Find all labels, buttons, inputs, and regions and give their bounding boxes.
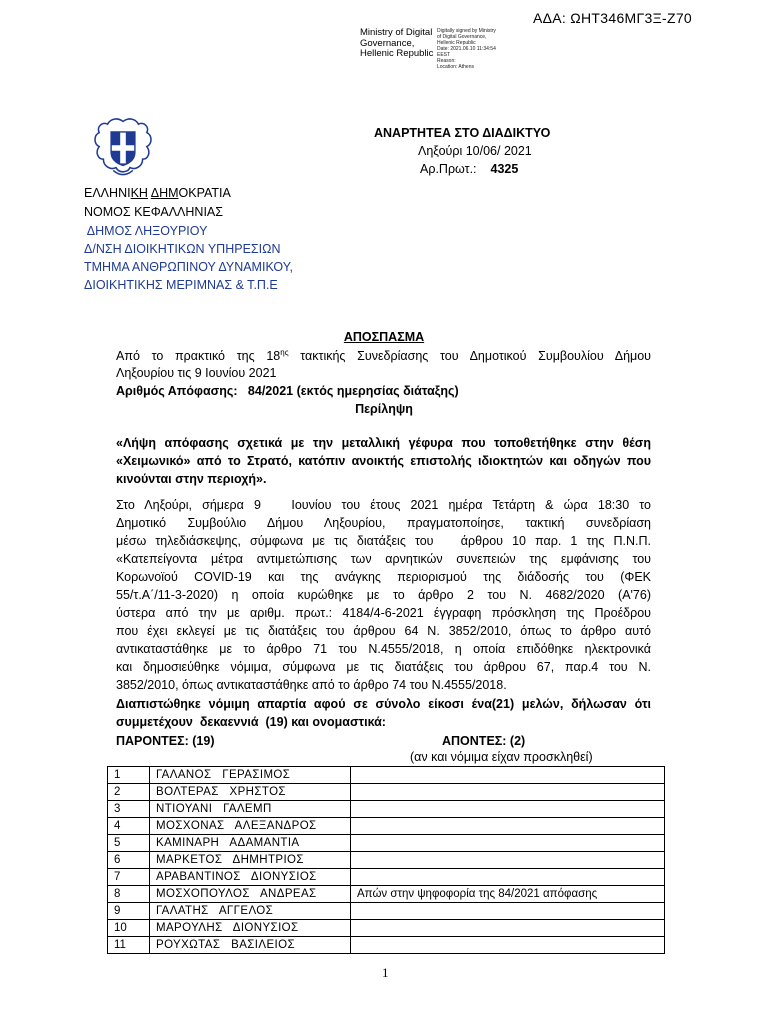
member-name: ΓΑΛΑΝΟΣ ΓΕΡΑΣΙΜΟΣ: [150, 767, 351, 784]
signature-organization: [360, 28, 433, 60]
summary-label: Περίληψη: [355, 402, 413, 416]
member-number: 5: [108, 835, 150, 852]
member-note: [351, 852, 665, 869]
table-row: [108, 818, 665, 835]
signature-detail-line: Reason:: [437, 58, 456, 64]
table-row: [108, 767, 665, 784]
quorum-line: Διαπιστώθηκε νόμιμη απαρτία αφού σε σύνολο είκοσι ένα(21) μελών, δήλωσαν ότι: [116, 697, 651, 711]
member-note: [351, 920, 665, 937]
table-row: [108, 835, 665, 852]
body-line: ύστερα από την με αριθμ. πρωτ.: 4184/4-6-2021 έγγραφη πρόσκληση της Προέδρου: [116, 606, 651, 620]
member-name: ΒΟΛΤΕΡΑΣ ΧΡΗΣΤΟΣ: [150, 784, 351, 801]
member-name: ΜΟΣΧΟΝΑΣ ΑΛΕΞΑΝΔΡΟΣ: [150, 818, 351, 835]
present-label: ΠΑΡΟΝΤΕΣ: (19): [116, 734, 215, 748]
authority-line-section: ΔΙΟΙΚΗΤΙΚΗΣ ΜΕΡΙΜΝΑΣ & Τ.Π.Ε: [84, 278, 278, 292]
absent-label: ΑΠΟΝΤΕΣ: (2): [442, 734, 526, 748]
ada-code: ΑΔΑ: ΩΗΤ346ΜΓ3Ξ-Ζ70: [532, 10, 692, 26]
authority-line-department: ΤΜΗΜΑ ΑΝΘΡΩΠΙΝΟΥ ΔΥΝΑΜΙΚΟΥ,: [84, 260, 293, 274]
protocol-label: Αρ.Πρωτ.:: [420, 162, 477, 176]
body-line: 55/τ.Α΄/11-3-2020) η οποία κυρώθηκε με το άρθρο 2 του Ν. 4682/2020 (Α'76): [116, 588, 651, 602]
member-name: ΝΤΙΟΥΑΝΙ ΓΑΛΕΜΠ: [150, 801, 351, 818]
member-number: 11: [108, 937, 150, 954]
table-row: [108, 784, 665, 801]
member-note: [351, 818, 665, 835]
authority-line-republic: ΕΛΛΗΝΙΚΗ ΔΗΜΟΚΡΑΤΙΑ: [84, 186, 231, 200]
table-row: [108, 920, 665, 937]
table-row: [108, 852, 665, 869]
extract-intro-line: [116, 348, 651, 363]
table-row: [108, 801, 665, 818]
member-note: [351, 835, 665, 852]
protocol-value: 4325: [490, 162, 519, 176]
member-number: 3: [108, 801, 150, 818]
body-line: Στο Ληξούρι, σήμερα 9 Ιουνίου του έτους 2021 ημέρα Τετάρτη & ώρα 18:30 το: [116, 498, 651, 512]
signature-detail-line: Location: Athens: [437, 64, 474, 70]
quorum-line: συμμετέχουν δεκαεννιά (19) και ονομαστικά:: [116, 715, 386, 729]
signature-details: [437, 28, 496, 70]
member-number: 7: [108, 869, 150, 886]
extract-intro-text: τακτικής Συνεδρίασης του Δημοτικού Συμβουλίου Δήμου: [288, 349, 652, 364]
body-line: 3852/2010, όπως αντικαταστάθηκε από το άρθρο 74 του Ν.4555/2018.: [116, 678, 507, 692]
extract-intro-text: Από το πρακτικό της 18: [116, 349, 281, 364]
absent-note: (αν και νόμιμα είχαν προσκληθεί): [410, 750, 593, 764]
authority-line-directorate: Δ/ΝΣΗ ΔΙΟΙΚΗΤΙΚΩΝ ΥΠΗΡΕΣΙΩΝ: [84, 242, 281, 256]
table-row: [108, 937, 665, 954]
member-name: ΑΡΑΒΑΝΤΙΝΟΣ ΔΙΟΝΥΣΙΟΣ: [150, 869, 351, 886]
signature-detail-line: EEST: [437, 52, 451, 58]
member-note: [351, 801, 665, 818]
extract-title: ΑΠΟΣΠΑΣΜΑ: [343, 330, 425, 344]
signature-detail-line: Hellenic Republic: [437, 40, 476, 46]
extract-intro-line: Ληξουρίου τις 9 Ιουνίου 2021: [116, 366, 277, 380]
member-name: ΚΑΜΙΝΑΡΗ ΑΔΑΜΑΝΤΙΑ: [150, 835, 351, 852]
signature-detail-line: Digitally signed by Ministry: [437, 28, 496, 34]
member-note: [351, 869, 665, 886]
signature-org-line: Governance,: [360, 37, 415, 49]
member-note: [351, 937, 665, 954]
member-note: [351, 784, 665, 801]
member-note: [351, 767, 665, 784]
summary-line: «Λήψη απόφασης σχετικά με την μεταλλική γέφυρα που τοποθετήθηκε στην θέση: [116, 436, 651, 450]
members-table: [107, 766, 665, 954]
protocol-number: [420, 162, 518, 176]
member-number: 4: [108, 818, 150, 835]
signature-org-line: Hellenic Republic: [360, 48, 434, 59]
body-line: και δημοσιεύθηκε νόμιμα, σύμφωνα με τις διατάξεις του άρθρου 67, παρ.4 του Ν.: [116, 660, 651, 674]
member-note: Απών στην ψηφοφορία της 84/2021 απόφασης: [351, 886, 665, 903]
decision-number: [116, 384, 651, 398]
body-line: Δημοτικό Συμβούλιο Δήμου Ληξουρίου, πραγματοποίησε, τακτική συνεδρίαση: [116, 516, 651, 530]
page-number: 1: [382, 965, 389, 980]
body-line: μέσω τηλεδιάσκεψης, σύμφωνα με τις διατάξεις του άρθρου 10 παρ. 1 της Π.Ν.Π.: [116, 534, 651, 548]
body-line: Κορωνοϊού COVID-19 και της ανάγκης περιορισμού της διάδοσής του (ΦΕΚ: [116, 570, 651, 584]
ordinal-suffix: ης: [280, 348, 289, 357]
table-row: [108, 903, 665, 920]
member-number: 2: [108, 784, 150, 801]
member-number: 1: [108, 767, 150, 784]
member-number: 6: [108, 852, 150, 869]
member-name: ΜΟΣΧΟΠΟΥΛΟΣ ΑΝΔΡΕΑΣ: [150, 886, 351, 903]
signature-detail-line: of Digital Governance,: [437, 34, 487, 40]
table-row: [108, 886, 665, 903]
decision-value: 84/2021 (εκτός ημερησίας διάταξης): [247, 384, 459, 398]
body-line: που έχει εκλεγεί με τις διατάξεις του άρθρου 64 Ν. 3852/2010, όπως το άρθρο αυτό: [116, 624, 651, 638]
summary-line: «Χειμωνικό» από το Στρατό, κατόπιν ανοικτής επιστολής ιδιοκτητών και οδηγών που: [116, 454, 651, 468]
authority-line-municipality: ΔΗΜΟΣ ΛΗΞΟΥΡΙΟΥ: [84, 224, 208, 238]
member-number: 10: [108, 920, 150, 937]
member-note: [351, 903, 665, 920]
signature-org-line: Ministry of Digital: [360, 27, 433, 38]
signature-detail-line: Date: 2021.06.10 11:34:54: [437, 46, 496, 52]
coat-of-arms-icon: [88, 113, 158, 183]
authority-line-prefecture: ΝΟΜΟΣ ΚΕΦΑΛΛΗΝΙΑΣ: [84, 205, 224, 219]
member-name: ΜΑΡΚΕΤΟΣ ΔΗΜΗΤΡΙΟΣ: [150, 852, 351, 869]
member-name: ΓΑΛΑΤΗΣ ΑΓΓΕΛΟΣ: [150, 903, 351, 920]
publish-online-label: ΑΝΑΡΤΗΤΕΑ ΣΤΟ ΔΙΑΔΙΚΤΥΟ: [374, 126, 551, 140]
member-number: 9: [108, 903, 150, 920]
decision-label: Αριθμός Απόφασης:: [116, 384, 238, 398]
body-line: «Κατεπείγοντα μέτρα αντιμετώπισης των αρνητικών συνεπειών της εμφάνισης του: [116, 552, 651, 566]
member-number: 8: [108, 886, 150, 903]
table-row: [108, 869, 665, 886]
member-name: ΜΑΡΟΥΛΗΣ ΔΙΟΝΥΣΙΟΣ: [150, 920, 351, 937]
body-line: αντικαταστάθηκε με το άρθρο 71 του Ν.4555/2018, η οποία επιδόθηκε ηλεκτρονικά: [116, 642, 651, 656]
summary-line: κινούνται στην περιοχή».: [116, 472, 267, 486]
place-date: Ληξούρι 10/06/ 2021: [418, 144, 532, 158]
member-name: ΡΟΥΧΩΤΑΣ ΒΑΣΙΛΕΙΟΣ: [150, 937, 351, 954]
